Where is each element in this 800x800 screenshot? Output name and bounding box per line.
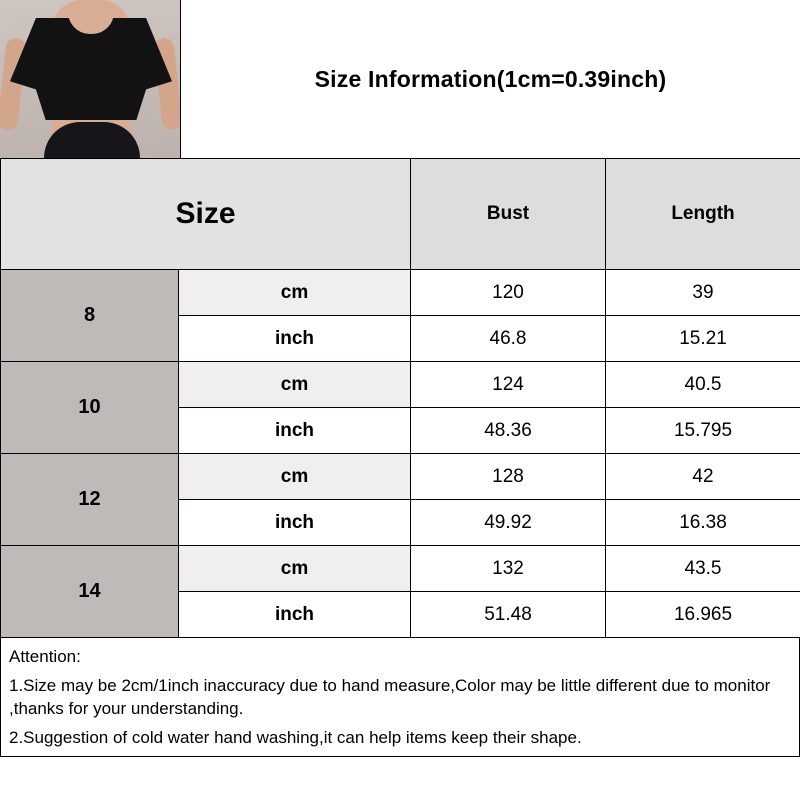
size-label: 8 <box>1 270 179 362</box>
unit-label: cm <box>179 270 411 316</box>
unit-label: cm <box>179 546 411 592</box>
size-label: 14 <box>1 546 179 638</box>
table-header-row <box>1 159 800 270</box>
bust-value: 132 <box>411 546 606 592</box>
length-value: 15.21 <box>606 316 800 362</box>
column-header-length: Length <box>606 159 800 270</box>
bust-value: 124 <box>411 362 606 408</box>
title-cell <box>180 0 800 158</box>
size-table <box>0 158 800 638</box>
unit-label: inch <box>179 500 411 546</box>
size-label: 12 <box>1 454 179 546</box>
length-value: 15.795 <box>606 408 800 454</box>
unit-label: cm <box>179 454 411 500</box>
length-value: 16.965 <box>606 592 800 638</box>
bust-value: 49.92 <box>411 500 606 546</box>
size-label: 10 <box>1 362 179 454</box>
header-row <box>0 0 800 158</box>
length-value: 16.38 <box>606 500 800 546</box>
length-value: 43.5 <box>606 546 800 592</box>
table-row <box>1 546 800 592</box>
attention-line-1: 1.Size may be 2cm/1inch inaccuracy due to hand measure,Color may be little different due to monitor ,thanks for your understanding. <box>9 676 771 718</box>
attention-heading: Attention: <box>9 647 81 666</box>
bust-value: 46.8 <box>411 316 606 362</box>
table-row <box>1 362 800 408</box>
table-row <box>1 270 800 316</box>
unit-label: cm <box>179 362 411 408</box>
table-row <box>1 454 800 500</box>
length-value: 39 <box>606 270 800 316</box>
bust-value: 51.48 <box>411 592 606 638</box>
unit-label: inch <box>179 592 411 638</box>
page-title: Size Information(1cm=0.39inch) <box>314 65 667 92</box>
product-photo <box>0 0 180 158</box>
column-header-size: Size <box>1 159 411 270</box>
length-value: 42 <box>606 454 800 500</box>
bust-value: 128 <box>411 454 606 500</box>
unit-label: inch <box>179 316 411 362</box>
bust-value: 120 <box>411 270 606 316</box>
attention-line-2: 2.Suggestion of cold water hand washing,it can help items keep their shape. <box>9 728 582 748</box>
length-value: 40.5 <box>606 362 800 408</box>
bust-value: 48.36 <box>411 408 606 454</box>
attention-block <box>0 638 800 757</box>
unit-label: inch <box>179 408 411 454</box>
column-header-bust: Bust <box>411 159 606 270</box>
